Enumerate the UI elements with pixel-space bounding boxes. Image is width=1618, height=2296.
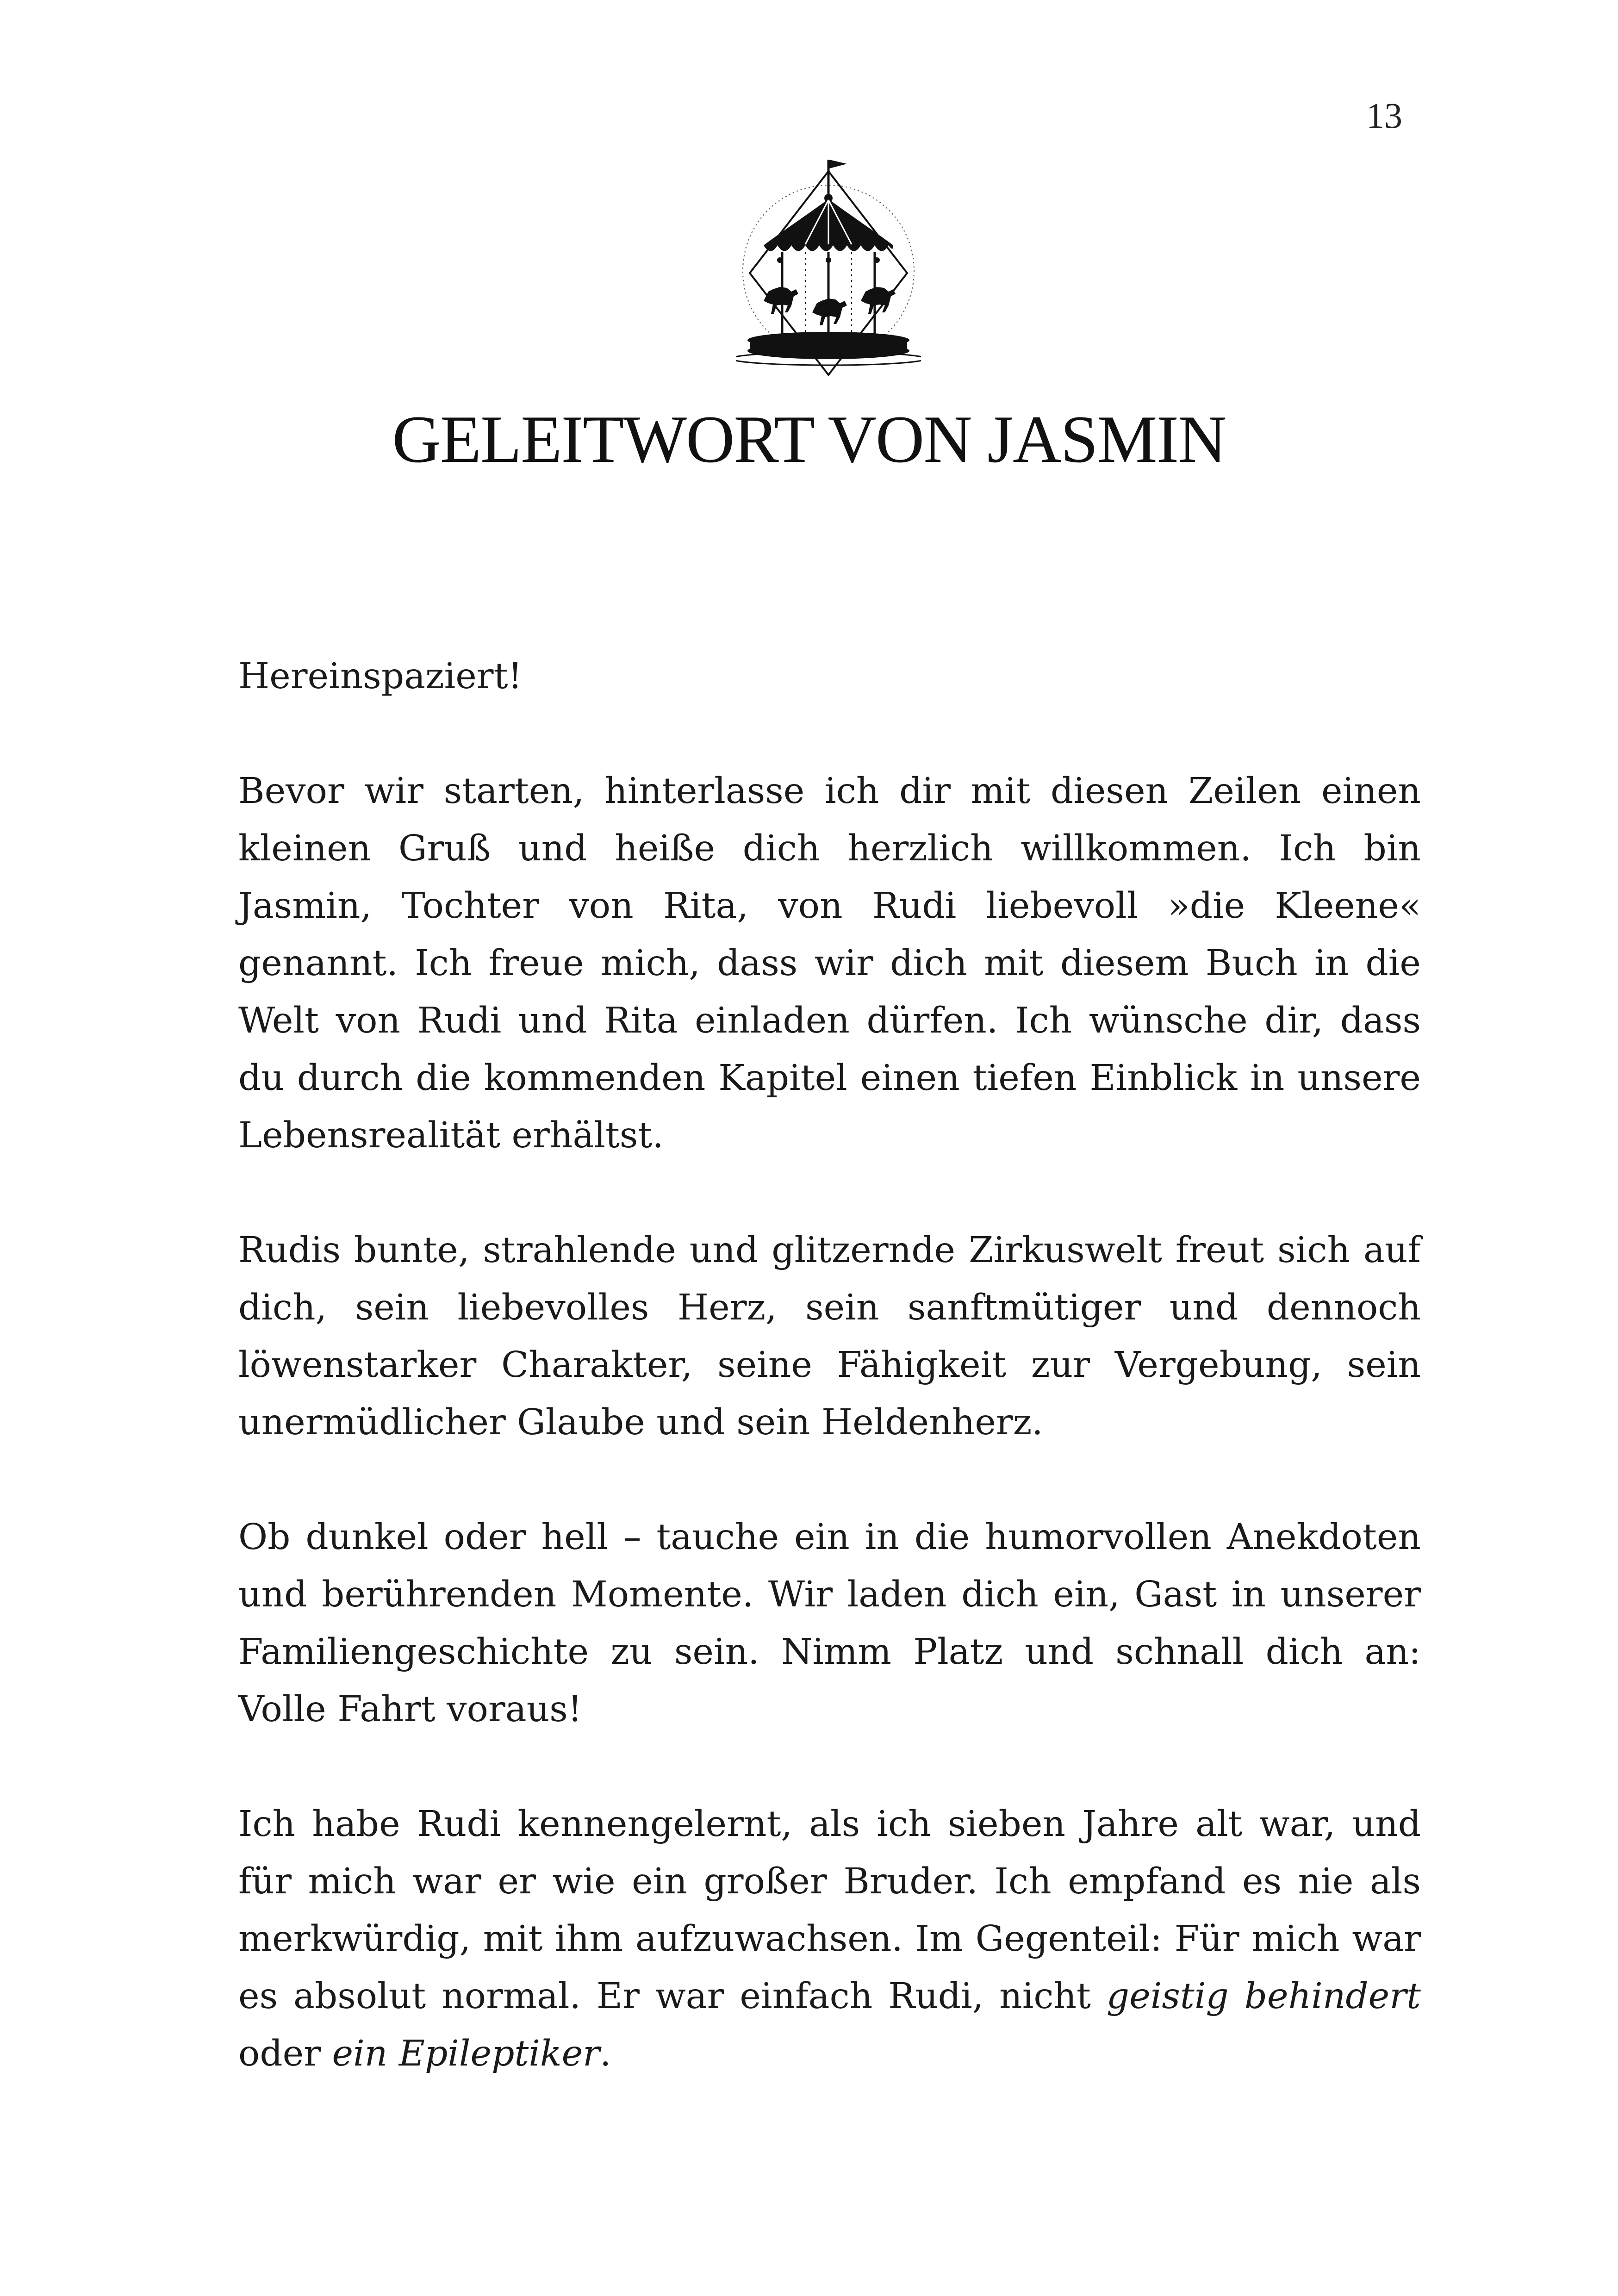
- greeting-paragraph: Hereinspaziert!: [238, 656, 523, 697]
- paragraph-4-italic-1: geistig behindert: [1106, 1976, 1421, 2017]
- paragraph-2: Rudis bunte, strahlende und glitzernde Zirkuswelt freut sich auf dich, sein liebevolles Herz, sein sanftmütiger und dennoch löwenstarker Charakter, seine Fähigkeit zur Vergebung, sein unermüdlicher Glaube und sein Heldenherz.: [238, 1230, 1421, 1443]
- paragraph-4-text-2: oder: [238, 2033, 332, 2074]
- paragraph-4-text-1: Ich habe Rudi kennengelernt, als ich sieben Jahre alt war, und für mich war er wie ein großer Bruder. Ich empfand es nie als merkwürdig, mit ihm aufzuwachsen. Im Gegenteil: Für mich war es absolut normal. Er war einfach Rudi, nicht: [238, 1804, 1421, 2017]
- paragraph-4-text-3: .: [600, 2033, 611, 2074]
- paragraph-4-italic-2: ein Epileptiker: [332, 2033, 600, 2074]
- chapter-title: GELEITWORT VON JASMIN: [392, 402, 1226, 477]
- carousel-icon: [736, 153, 921, 393]
- paragraph-4: [238, 1796, 1421, 2083]
- paragraph-1: Bevor wir starten, hinterlasse ich dir mit diesen Zeilen einen kleinen Gruß und heiße dich herzlich willkommen. Ich bin Jasmin, Tochter von Rita, von Rudi liebevoll »die Kleene« genannt. Ich freue mich, dass wir dich mit diesem Buch in die Welt von Rudi und Rita einladen dürfen. Ich wünsche dir, dass du durch die kommenden Kapitel einen tiefen Einblick in unsere Lebensrealität erhältst.: [238, 771, 1421, 1156]
- body-text: [238, 648, 1421, 2140]
- paragraph-3: Ob dunkel oder hell – tauche ein in die humorvollen Anekdoten und berührenden Momente. Wir laden dich ein, Gast in unserer Familiengeschichte zu sein. Nimm Platz und schnall dich an: Volle Fahrt voraus!: [238, 1517, 1421, 1730]
- page-number: 13: [1366, 95, 1402, 136]
